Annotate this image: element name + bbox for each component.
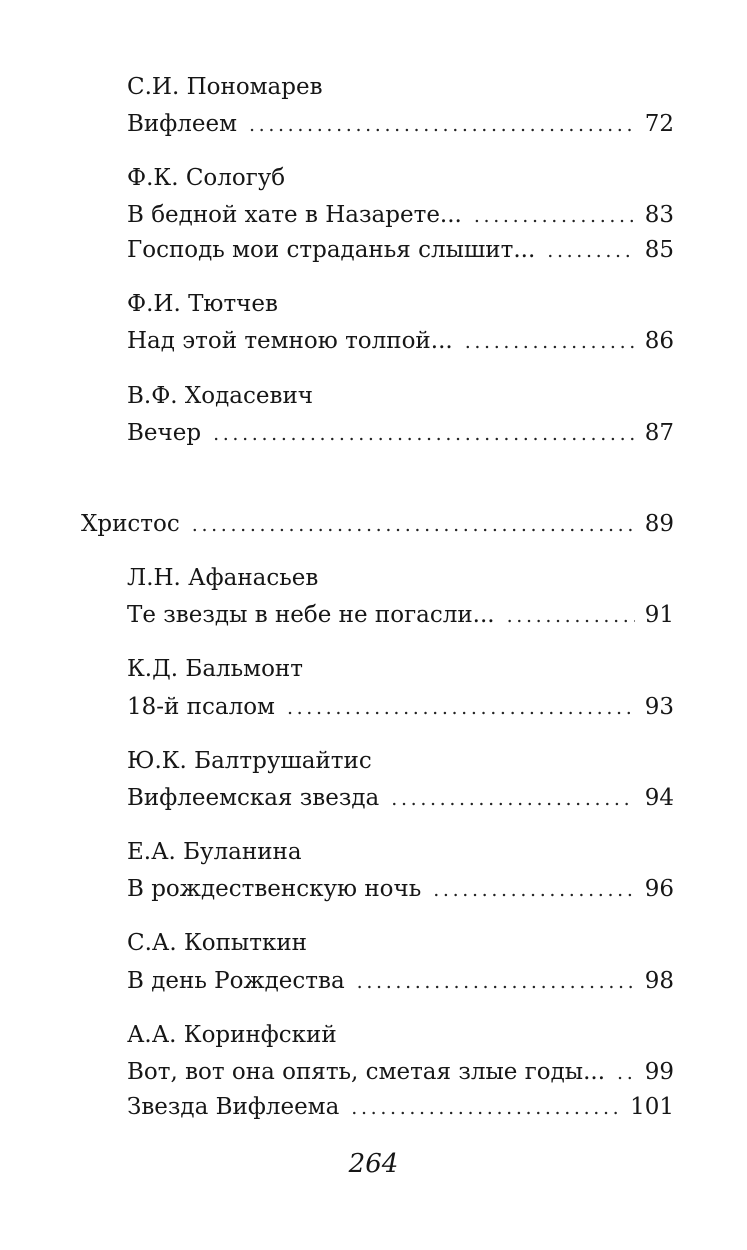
entry-title: В день Рождества — [127, 968, 345, 994]
entry-title: Звезда Вифлеема — [127, 1094, 340, 1120]
page-number: 264 — [348, 1149, 399, 1179]
dot-leader — [357, 962, 635, 1002]
dot-leader — [391, 779, 634, 819]
dot-leader — [547, 231, 634, 271]
entry-page-number: 87 — [644, 420, 674, 446]
author-name: С.А. Копыткин — [127, 930, 307, 956]
toc-entry — [127, 413, 674, 453]
toc-entry — [127, 778, 674, 818]
entry-page-number: 93 — [644, 694, 674, 720]
toc-entry — [127, 687, 674, 727]
author-name: Ю.К. Балтрушайтис — [127, 748, 372, 774]
entry-page-number: 98 — [644, 968, 674, 994]
toc-entry — [127, 230, 674, 270]
entry-page-number: 94 — [644, 785, 674, 811]
dot-leader — [192, 505, 635, 545]
entry-title: В бедной хате в Назарете... — [127, 202, 462, 228]
author-name: Л.Н. Афанасьев — [127, 565, 319, 591]
entry-title: Над этой темною толпой... — [127, 328, 453, 354]
entry-page-number: 83 — [644, 202, 674, 228]
toc-entry — [127, 961, 674, 1001]
author-name: Ф.И. Тютчев — [127, 291, 278, 317]
toc-entry — [127, 195, 674, 235]
toc-entry — [127, 321, 674, 361]
dot-leader — [507, 596, 635, 636]
entry-title: Вечер — [127, 420, 202, 446]
author-name: Ф.К. Сологуб — [127, 165, 286, 191]
entry-page-number: 91 — [644, 602, 674, 628]
entry-title: Вифлеемская звезда — [127, 785, 380, 811]
section-title: Христос — [81, 511, 180, 537]
entry-title: Те звезды в небе не погасли... — [127, 602, 495, 628]
toc-entry — [127, 1087, 674, 1127]
toc-entry — [127, 869, 674, 909]
author-name: Е.А. Буланина — [127, 839, 302, 865]
entry-title: 18-й псалом — [127, 694, 275, 720]
author-name: С.И. Пономарев — [127, 74, 323, 100]
dot-leader — [433, 870, 634, 910]
entry-page-number: 96 — [644, 876, 674, 902]
dot-leader — [465, 322, 635, 362]
entry-title: Господь мои страданья слышит... — [127, 237, 536, 263]
entry-title: В рождественскую ночь — [127, 876, 422, 902]
entry-page-number: 86 — [644, 328, 674, 354]
author-name: А.А. Коринфский — [127, 1022, 337, 1048]
author-name: В.Ф. Ходасевич — [127, 383, 313, 409]
entry-page-number: 99 — [644, 1059, 674, 1085]
dot-leader — [287, 688, 635, 728]
toc-entry — [127, 104, 674, 144]
entry-page-number: 85 — [644, 237, 674, 263]
entry-title: Вот, вот она опять, сметая злые годы... — [127, 1059, 606, 1085]
section-page-number: 89 — [644, 511, 674, 537]
entry-page-number: 101 — [630, 1094, 674, 1120]
entry-title: Вифлеем — [127, 111, 237, 137]
author-name: К.Д. Бальмонт — [127, 656, 303, 682]
dot-leader — [351, 1088, 620, 1128]
dot-leader — [213, 414, 635, 454]
toc-entry — [127, 1052, 674, 1092]
toc-entry — [127, 595, 674, 635]
dot-leader — [249, 105, 635, 145]
section-heading — [81, 504, 674, 544]
entry-page-number: 72 — [644, 111, 674, 137]
